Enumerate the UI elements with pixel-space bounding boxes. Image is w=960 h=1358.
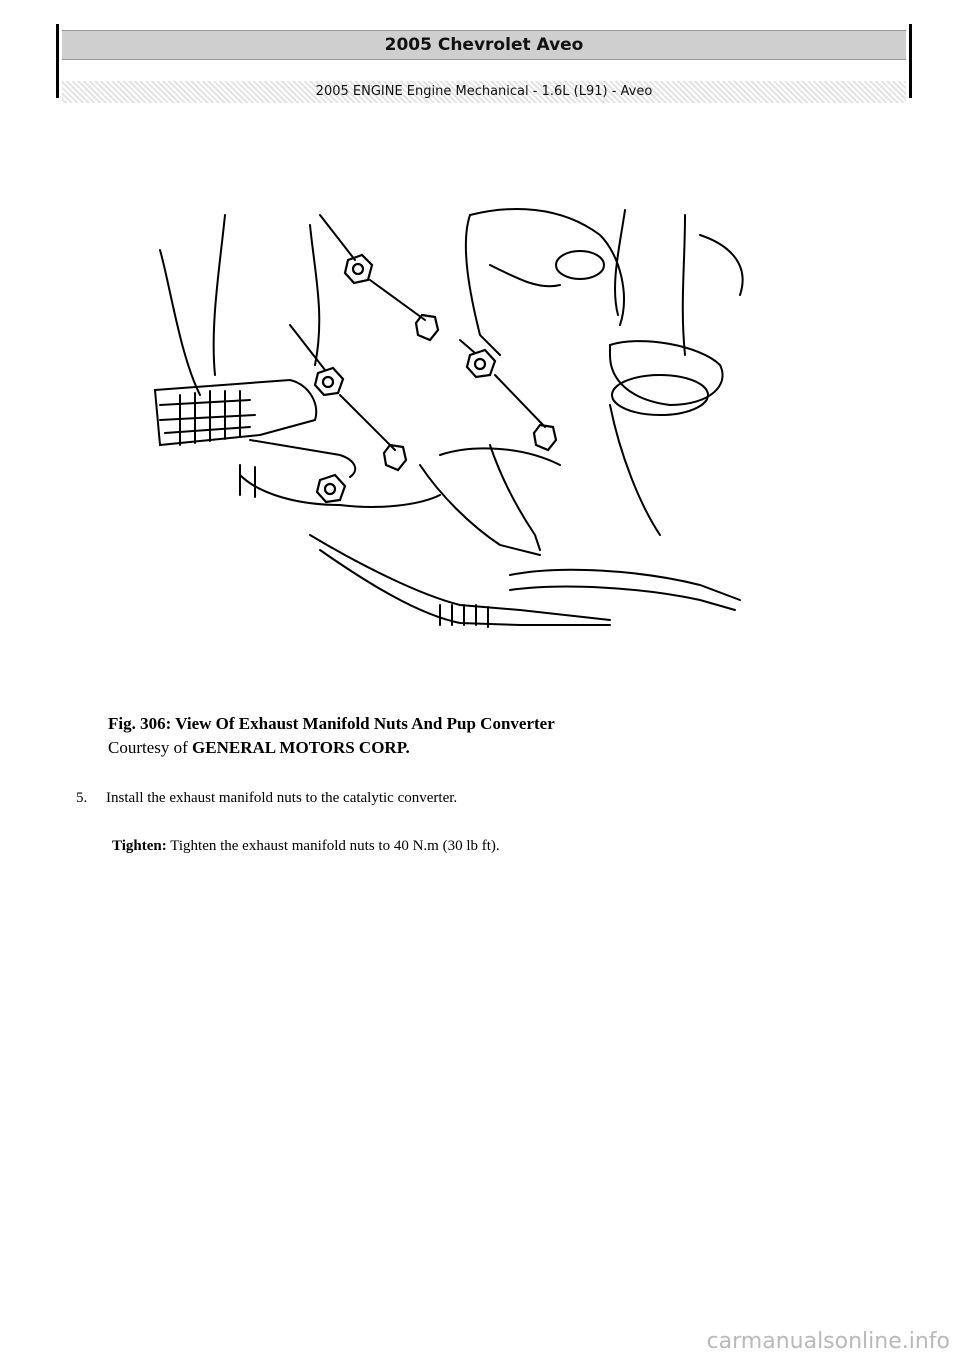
tighten-label: Tighten: <box>112 838 167 854</box>
header-title: 2005 Chevrolet Aveo <box>62 30 906 60</box>
credit-prefix: Courtesy of <box>108 738 193 757</box>
tighten-note <box>112 838 500 855</box>
step-number: 5. <box>76 790 88 806</box>
exhaust-manifold-illustration <box>140 205 760 645</box>
footer-watermark: carmanualsonline.info <box>706 1329 950 1354</box>
caption-credit <box>108 736 555 760</box>
tighten-text: Tighten the exhaust manifold nuts to 40 N.m (30 lb ft). <box>170 838 500 854</box>
caption-title: Fig. 306: View Of Exhaust Manifold Nuts And Pup Converter <box>108 714 555 733</box>
credit-org: GENERAL MOTORS CORP. <box>192 738 410 757</box>
page-header <box>56 24 912 98</box>
step-text: Install the exhaust manifold nuts to the catalytic converter. <box>106 790 458 806</box>
header-subtitle: 2005 ENGINE Engine Mechanical - 1.6L (L91) - Aveo <box>62 81 906 103</box>
figure-caption <box>108 712 555 760</box>
procedure-step <box>76 790 457 807</box>
